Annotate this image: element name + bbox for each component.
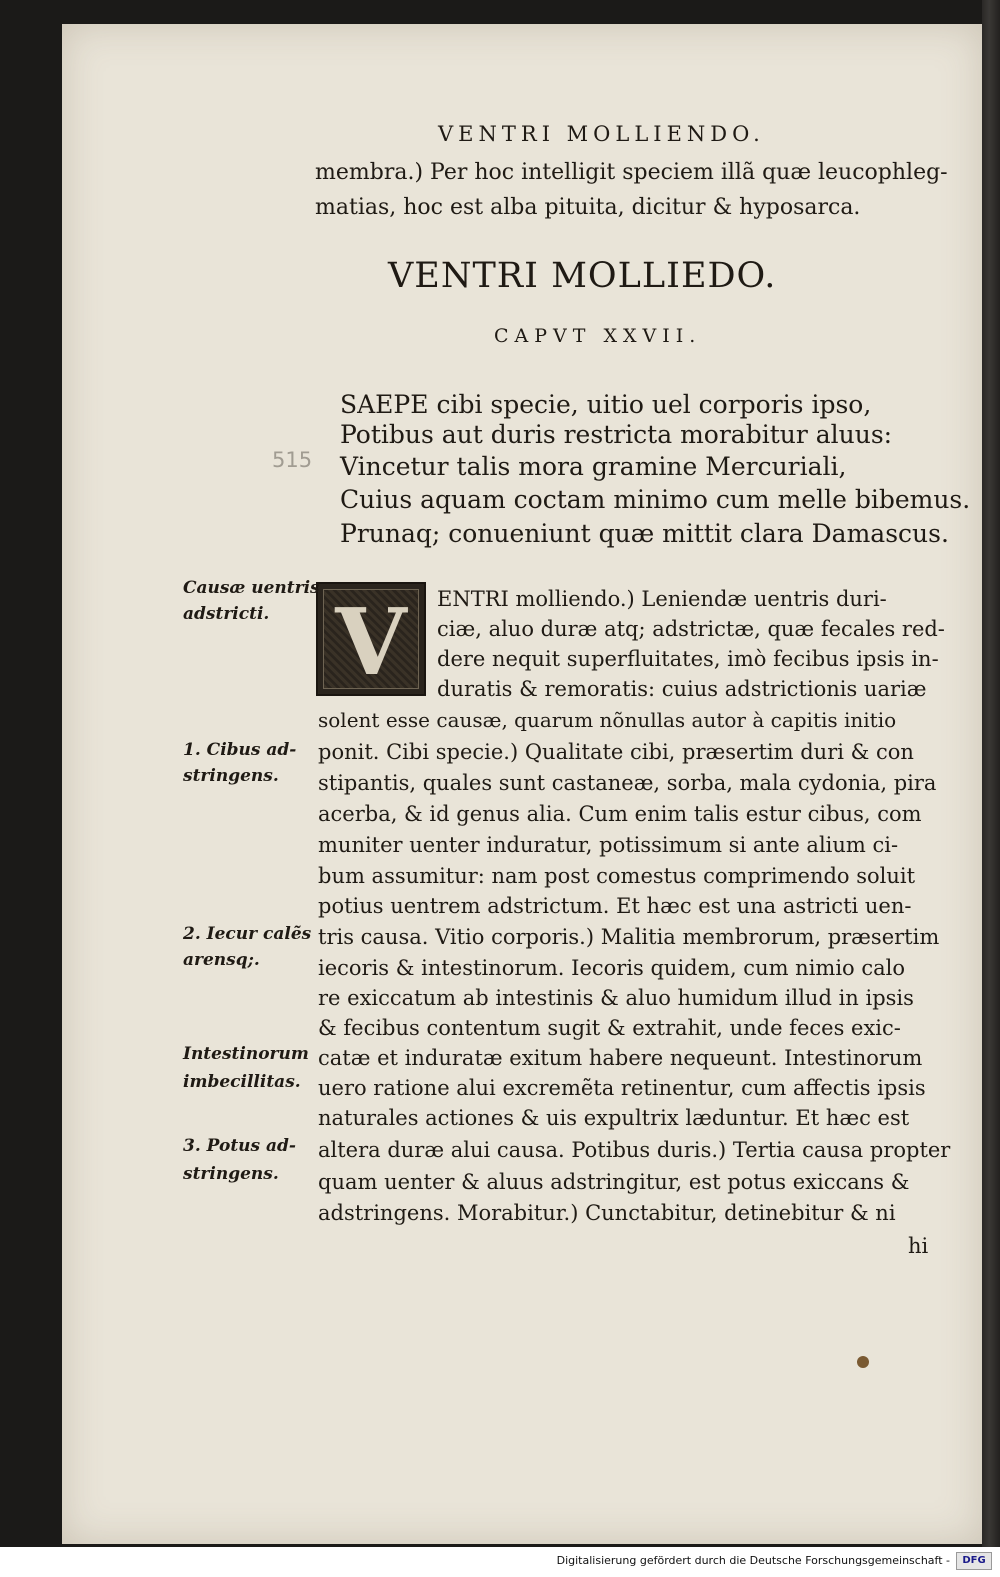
body-line: dere nequit superfluitates, imò fecibus ipsis in- — [437, 647, 939, 671]
marginal-note: 3. Potus ad- — [183, 1136, 296, 1156]
body-line: ponit. Cibi specie.) Qualitate cibi, præsertim duri & con — [318, 740, 914, 764]
marginal-note: stringens. — [183, 1164, 279, 1184]
verse-line: Vincetur talis mora gramine Mercuriali, — [340, 452, 847, 481]
body-line: ciæ, aluo duræ atq; adstrictæ, quæ fecales red- — [437, 617, 945, 641]
body-line: quam uenter & aluus adstringitur, est potus exiccans & — [318, 1170, 910, 1194]
body-line: duratis & remoratis: cuius adstrictionis uariæ — [437, 677, 927, 701]
intro-line: membra.) Per hoc intelligit speciem illã quæ leucophleg- — [315, 160, 948, 185]
decorated-initial — [316, 582, 426, 696]
verse-line: Cuius aquam coctam minimo cum melle bibemus. — [340, 485, 971, 514]
verse-line: Potibus aut duris restricta morabitur aluus: — [340, 420, 893, 449]
body-line: muniter uenter induratur, potissimum si ante alium ci- — [318, 833, 899, 857]
catchword: hi — [908, 1234, 929, 1258]
marginal-note: stringens. — [183, 766, 279, 786]
body-line: catæ et induratæ exitum habere nequeunt. Intestinorum — [318, 1046, 923, 1070]
body-line: adstringens. Morabitur.) Cunctabitur, detinebitur & ni — [318, 1201, 896, 1225]
funding-notice: Digitalisierung gefördert durch die Deutsche Forschungsgemeinschaft - — [556, 1554, 950, 1567]
body-line: & fecibus contentum sugit & extrahit, unde feces exic- — [318, 1016, 901, 1040]
body-line: acerba, & id genus alia. Cum enim talis estur cibus, com — [318, 802, 922, 826]
marginal-note: 1. Cibus ad- — [183, 740, 297, 760]
body-line: ENTRI molliendo.) Leniendæ uentris duri- — [437, 587, 887, 611]
book-edge — [982, 0, 1000, 1547]
stain-spot — [857, 1356, 869, 1368]
initial-letter: V — [335, 588, 407, 696]
marginal-note: arensq;. — [183, 950, 260, 970]
body-line: potius uentrem adstrictum. Et hæc est una astricti uen- — [318, 894, 912, 918]
chapter-number: CAPVT XXVII. — [494, 325, 702, 347]
marginal-note: Intestinorum — [183, 1044, 309, 1064]
running-head: VENTRI MOLLIENDO. — [438, 122, 765, 146]
marginal-note: adstricti. — [183, 604, 270, 624]
body-line: solent esse causæ, quarum nõnullas autor à capitis initio — [318, 708, 897, 732]
body-line: re exiccatum ab intestinis & aluo humidum illud in ipsis — [318, 986, 914, 1010]
chapter-heading: VENTRI MOLLIEDO. — [388, 256, 777, 296]
body-line: altera duræ alui causa. Potibus duris.) Tertia causa propter — [318, 1138, 951, 1162]
marginal-note: imbecillitas. — [183, 1072, 301, 1092]
body-line: iecoris & intestinorum. Iecoris quidem, cum nimio calo — [318, 956, 906, 980]
body-line: uero ratione alui excremẽta retinentur, cum affectis ipsis — [318, 1076, 926, 1100]
verse-line: Prunaq; conueniunt quæ mittit clara Damascus. — [340, 519, 949, 548]
intro-line: matias, hoc est alba pituita, dicitur & hyposarca. — [315, 195, 861, 220]
body-line: bum assumitur: nam post comestus comprimendo soluit — [318, 864, 916, 888]
marginal-note: 2. Iecur calẽs — [183, 924, 312, 944]
body-line: stipantis, quales sunt castaneæ, sorba, mala cydonia, pira — [318, 771, 937, 795]
dfg-logo: DFG — [956, 1552, 992, 1570]
handwritten-page-number: 515 — [272, 448, 313, 472]
body-line: naturales actiones & uis expultrix læduntur. Et hæc est — [318, 1106, 910, 1130]
body-line: tris causa. Vitio corporis.) Malitia membrorum, præsertim — [318, 925, 940, 949]
verse-line: SAEPE cibi specie, uitio uel corporis ipso, — [340, 390, 872, 419]
marginal-note: Causæ uentris — [183, 578, 320, 598]
